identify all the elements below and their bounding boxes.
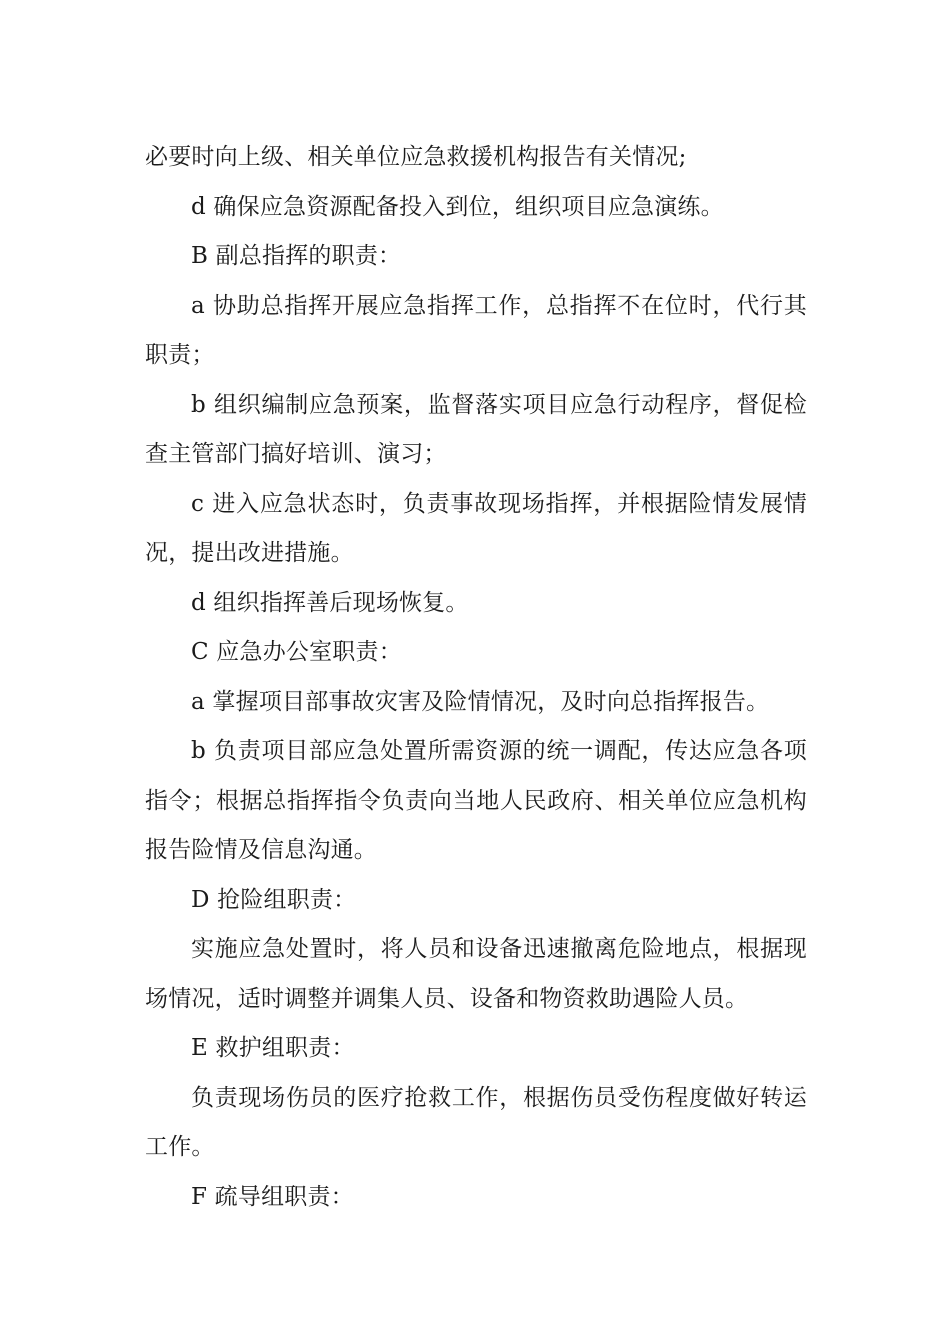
paragraph-continuation: 必要时向上级、相关单位应急救援机构报告有关情况; <box>145 144 687 170</box>
paragraph-item-b-plan: b 组织编制应急预案，监督落实项目应急行动程序，督促检查主管部门搞好培训、演习； <box>145 391 807 467</box>
section-heading-f-guidance: F 疏导组职责： <box>191 1183 354 1210</box>
section-heading-e-medical: E 救护组职责： <box>191 1035 355 1061</box>
section-heading-c-office: C 应急办公室职责： <box>191 639 402 665</box>
paragraph-rescue-duties: 实施应急处置时，将人员和设备迅速撤离危险地点，根据现场情况，适时调整并调集人员、设备和物资救助遇险人员。 <box>145 936 807 1012</box>
paragraph-item-c-onsite: c 进入应急状态时，负责事故现场指挥，并根据险情发展情况，提出改进措施。 <box>145 490 807 566</box>
paragraph-item-d-resources: d 确保应急资源配备投入到位，组织项目应急演练。 <box>191 193 724 220</box>
paragraph-item-a-report: a 掌握项目部事故灾害及险情情况，及时向总指挥报告。 <box>191 688 770 715</box>
paragraph-medical-duties: 负责现场伤员的医疗抢救工作，根据伤员受伤程度做好转运工作。 <box>145 1084 807 1160</box>
paragraph-item-d-recovery: d 组织指挥善后现场恢复。 <box>191 589 469 616</box>
section-heading-d-rescue: D 抢险组职责： <box>191 886 357 913</box>
paragraph-item-a-assist: a 协助总指挥开展应急指挥工作，总指挥不在位时，代行其职责； <box>145 292 807 368</box>
document-body <box>145 133 807 1222</box>
section-heading-b-deputy-commander: B 副总指挥的职责： <box>191 243 402 269</box>
paragraph-item-b-dispatch: b 负责项目部应急处置所需资源的统一调配，传达应急各项指令；根据总指挥指令负责向当地人民政府、相关单位应急机构报告险情及信息沟通。 <box>145 738 807 863</box>
